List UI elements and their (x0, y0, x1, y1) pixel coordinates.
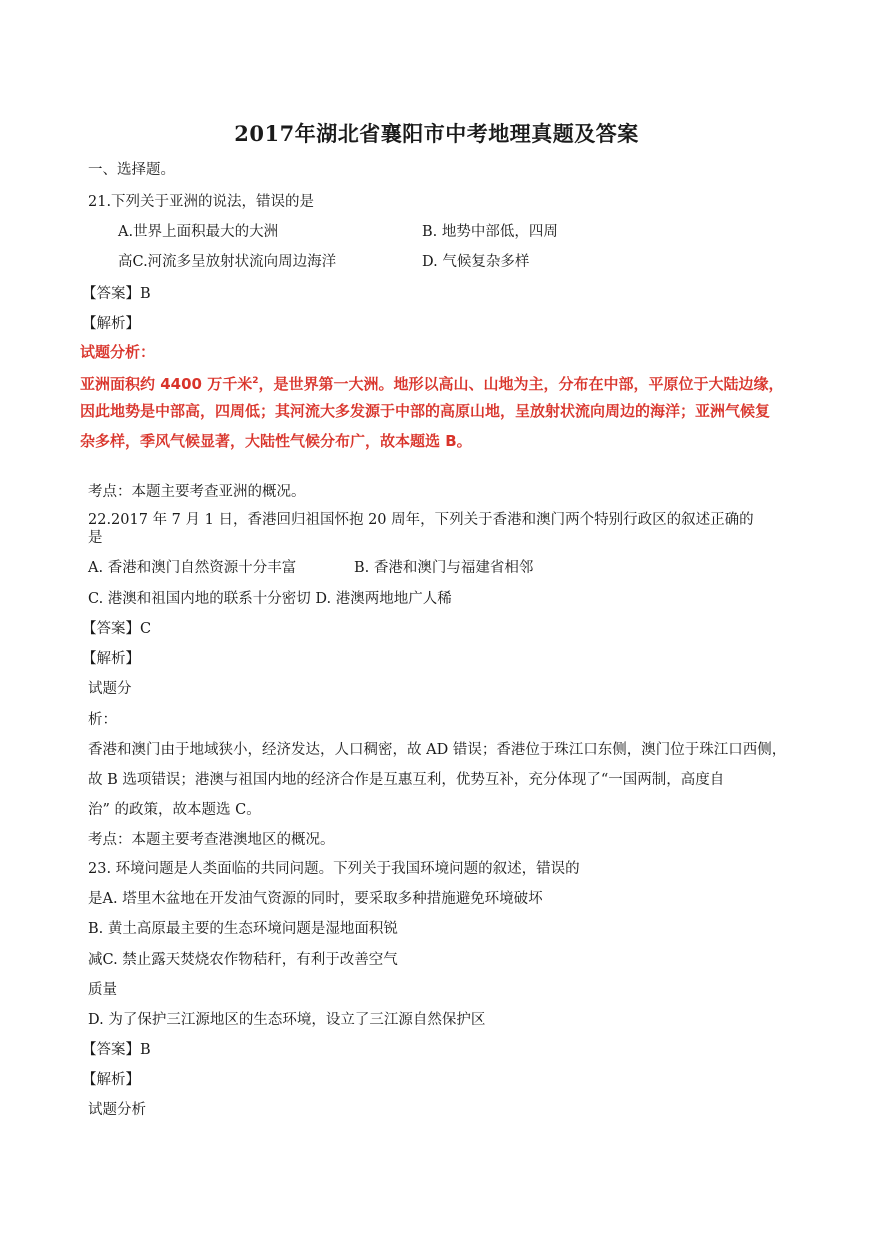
q21-red-line-1: 亚洲面积约 4400 万千米$^2$，是世界第一大洲。地形以高山、山地为主，分布在中部，平原位于大陆边缘， (80, 375, 784, 393)
q23-line-d: D. 为了保护三江源地区的生态环境，设立了三江源自然保护区 (88, 1012, 486, 1028)
q22-answer: 【答案】C (82, 621, 152, 637)
q23-analysis-heading: 试题分析 (88, 1102, 146, 1118)
q21-option-d: D. 气候复杂多样 (422, 254, 530, 270)
q23-line-b: B. 黄土高原最主要的生态环境问题是湿地面积锐 (88, 921, 398, 937)
q22-stem-line-2: 是 (88, 530, 103, 546)
q23-analysis-label: 【解析】 (82, 1072, 140, 1088)
q22-option-b: B. 香港和澳门与福建省相邻 (354, 560, 534, 576)
q22-analysis-heading-2: 析： (88, 712, 117, 728)
q22-stem-line-1: 22.2017 年 7 月 1 日，香港回归祖国怀抱 20 周年，下列关于香港和澳门两个特别行政区的叙述正确的 (88, 512, 754, 528)
q23-answer: 【答案】B (82, 1042, 151, 1058)
q22-analysis-label: 【解析】 (82, 651, 140, 667)
q21-red-heading: 试题分析： (80, 343, 156, 361)
q23-stem: 23. 环境问题是人类面临的共同问题。下列关于我国环境问题的叙述，错误的 (88, 861, 580, 877)
q22-analysis-line-1: 香港和澳门由于地域狭小，经济发达，人口稠密，故 AD 错误；香港位于珠江口东侧，澳门位于珠江口西侧， (88, 742, 787, 758)
q21-option-b: B. 地势中部低，四周 (422, 224, 558, 240)
q22-analysis-line-3: 治” 的政策，故本题选 C。 (88, 802, 261, 818)
document-title: 2017年湖北省襄阳市中考地理真题及答案 (234, 121, 639, 146)
q22-option-cd: C. 港澳和祖国内地的联系十分密切 D. 港澳两地地广人稀 (88, 591, 452, 607)
q21-option-c: 高C.河流多呈放射状流向周边海洋 (118, 254, 337, 270)
q21-option-a: A.世界上面积最大的大洲 (118, 224, 279, 240)
q23-line-c2: 质量 (88, 982, 117, 998)
q22-analysis-line-2: 故 B 选项错误；港澳与祖国内地的经济合作是互惠互利，优势互补，充分体现了“一国两制，高度自 (88, 772, 725, 788)
section-heading: 一、选择题。 (88, 162, 175, 178)
q21-red-line-2: 因此地势是中部高，四周低；其河流大多发源于中部的高原山地，呈放射状流向周边的海洋；亚洲气候复 (80, 402, 771, 420)
q21-answer: 【答案】B (82, 286, 151, 302)
q22-option-a: A. 香港和澳门自然资源十分丰富 (88, 560, 297, 576)
q21-analysis-label: 【解析】 (82, 316, 140, 332)
q23-line-a: 是A. 塔里木盆地在开发油气资源的同时，要采取多种措施避免环境破坏 (88, 891, 543, 907)
q23-line-c: 减C. 禁止露天焚烧农作物秸秆，有利于改善空气 (88, 952, 398, 968)
q21-red-line-3: 杂多样，季风气候显著，大陆性气候分布广，故本题选 B。 (80, 432, 472, 450)
q21-kaodian: 考点：本题主要考查亚洲的概况。 (88, 484, 306, 500)
q21-stem: 21.下列关于亚洲的说法，错误的是 (88, 194, 315, 210)
q22-analysis-heading-1: 试题分 (88, 681, 132, 697)
q22-kaodian: 考点：本题主要考查港澳地区的概况。 (88, 832, 335, 848)
